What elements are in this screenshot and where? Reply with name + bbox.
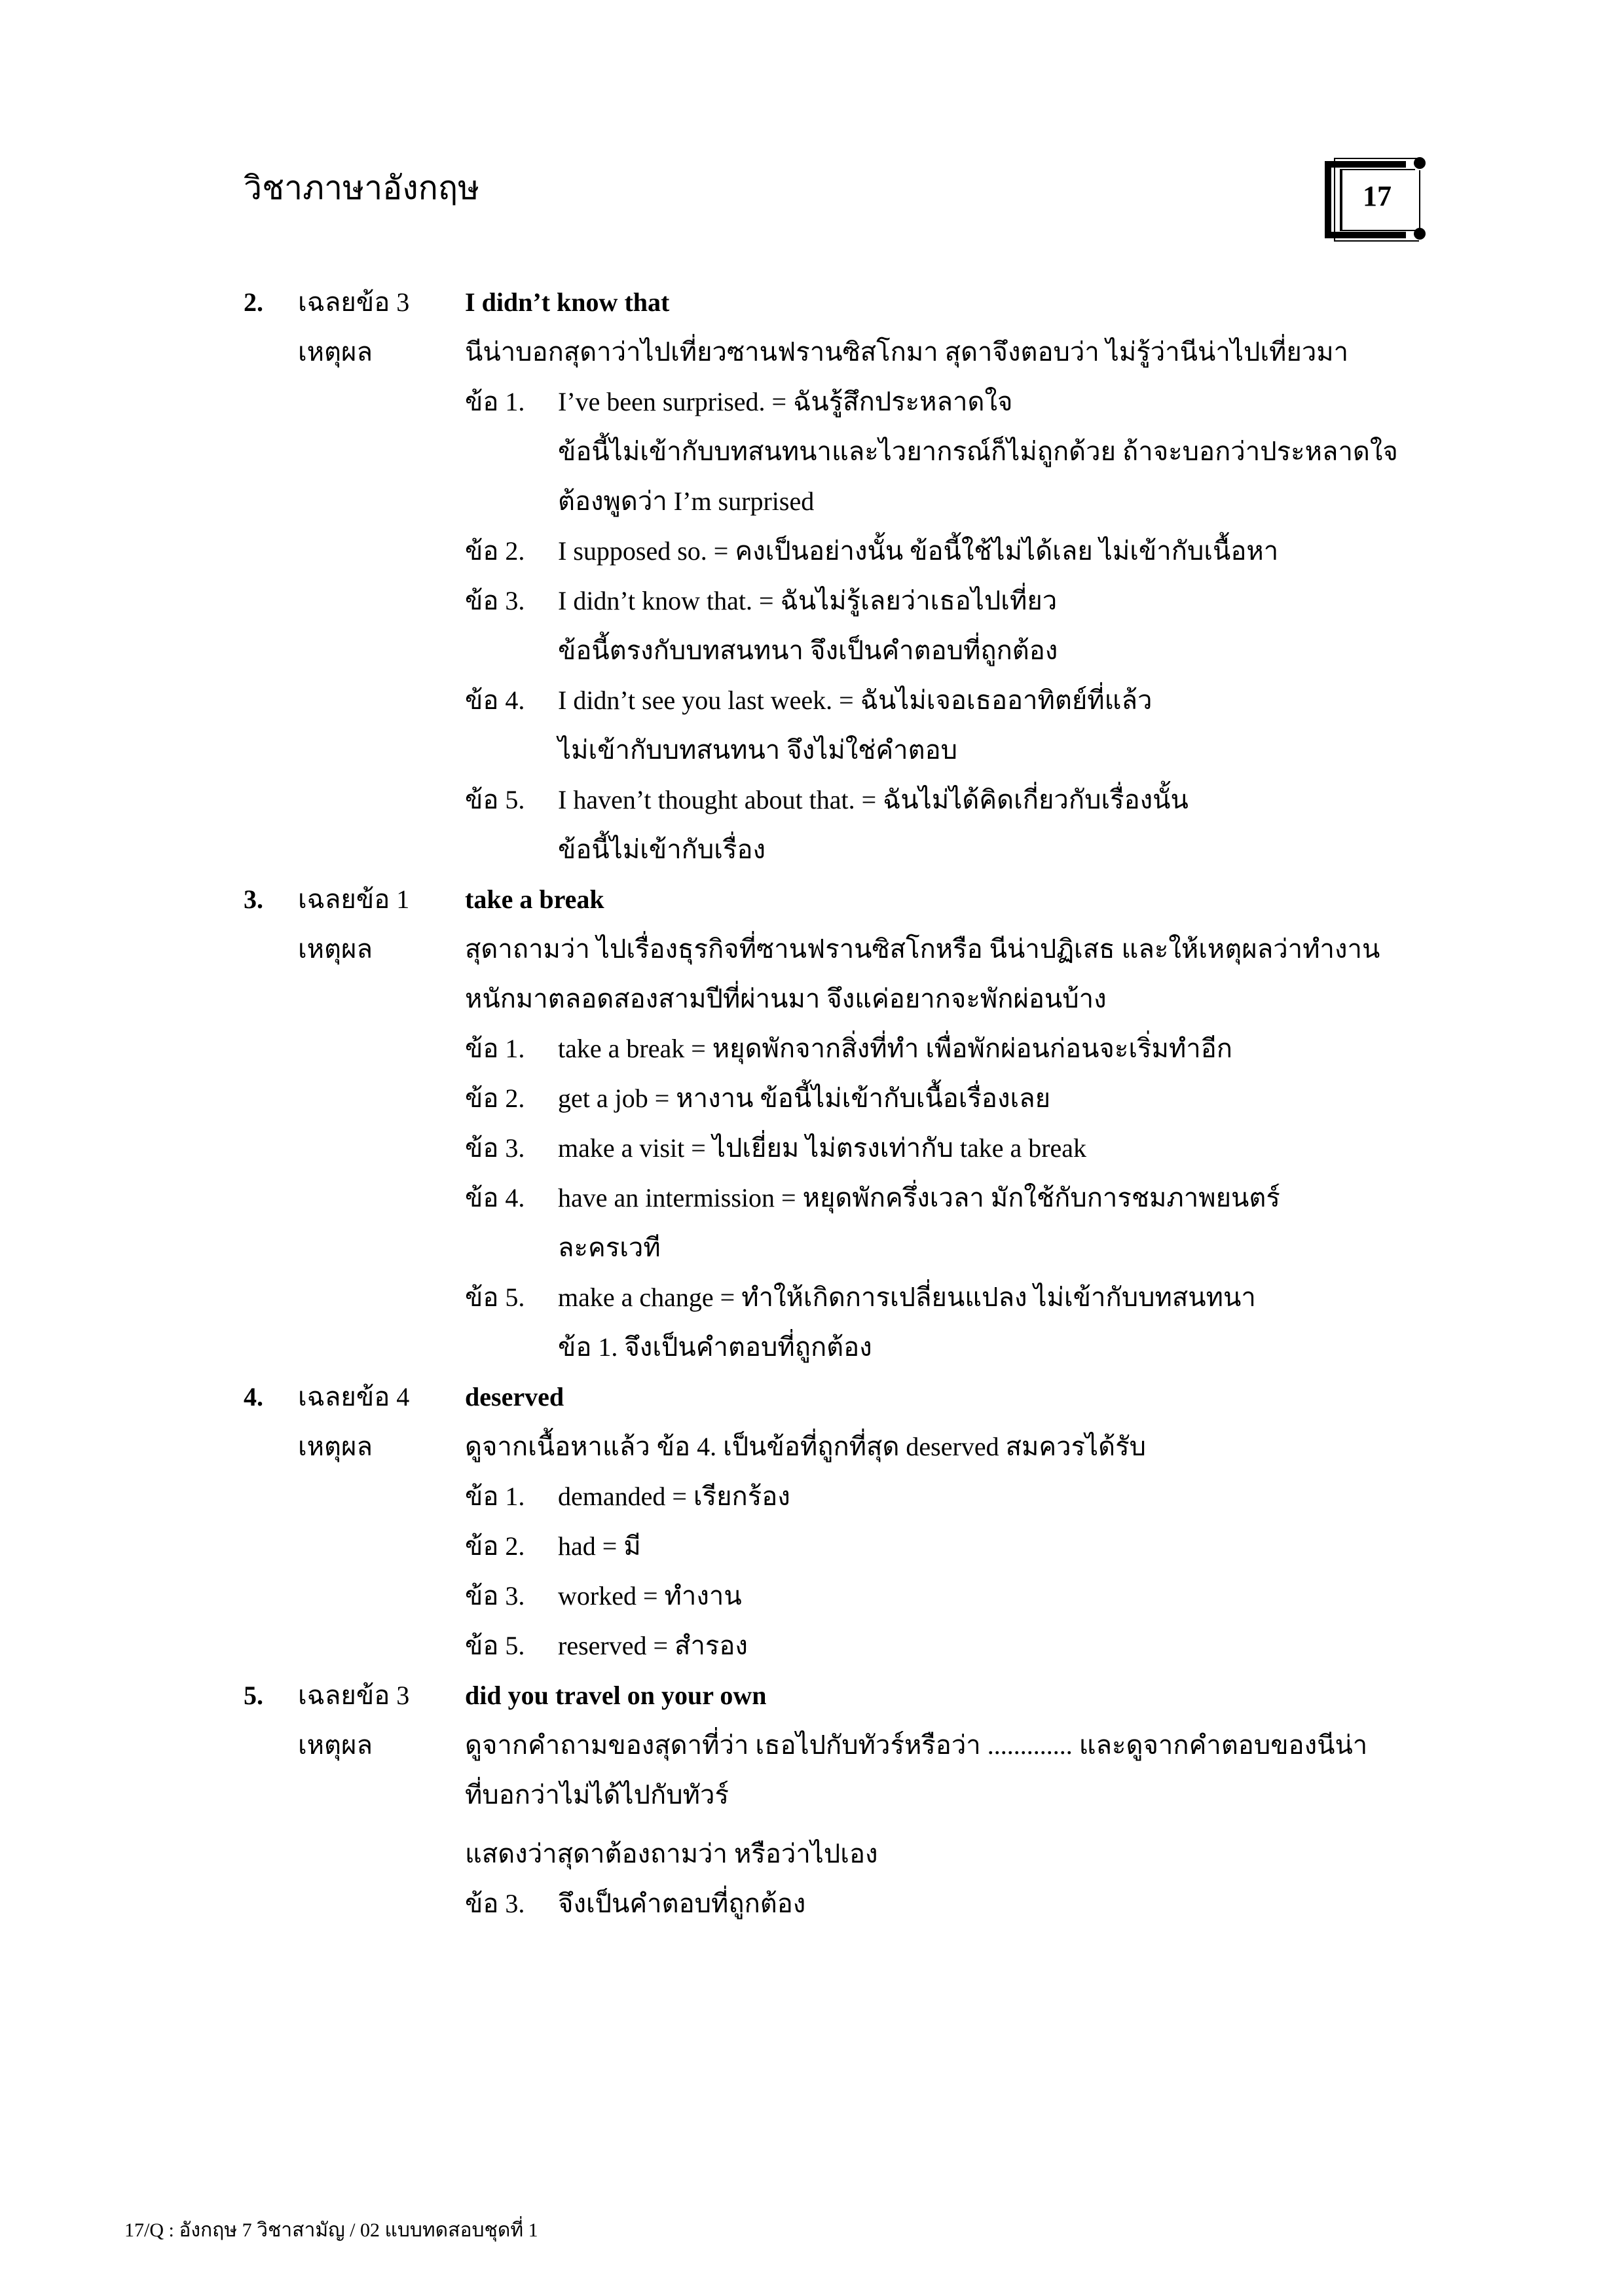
choice-text: had = มี xyxy=(558,1531,641,1561)
reason-line: แสดงว่าสุดาต้องถามว่า หรือว่าไปเอง xyxy=(465,1839,878,1868)
answer-text: deserved xyxy=(465,1382,564,1412)
reason-line: ดูจากเนื้อหาแล้ว ข้อ 4. เป็นข้อที่ถูกที่สุด deserved สมควรได้รับ xyxy=(465,1432,1147,1461)
choice-extra-line: ข้อนี้ไม่เข้ากับเรื่อง xyxy=(558,835,766,864)
page-number-box xyxy=(1325,156,1430,241)
answer-text: I didn’t know that xyxy=(465,287,670,317)
choice-line xyxy=(465,1633,748,1659)
choice-number: ข้อ 2. xyxy=(465,1084,525,1113)
choice-text: จึงเป็นคำตอบที่ถูกต้อง xyxy=(558,1889,806,1918)
reason-line: ดูจากคำถามของสุดาที่ว่า เธอไปกับทัวร์หรือว่า ............. และดูจากคำตอบของนีน่า xyxy=(465,1730,1368,1760)
choice-number: ข้อ 3. xyxy=(465,1581,525,1611)
reason-label: เหตุผล xyxy=(298,1432,373,1461)
choice-extra-line: ละครเวที xyxy=(558,1233,661,1262)
choice-number: ข้อ 5. xyxy=(465,1283,525,1312)
page-number-dot-icon xyxy=(1414,157,1426,169)
choice-number: ข้อ 1. xyxy=(465,1034,525,1063)
choice-line xyxy=(465,1185,1280,1211)
choice-line xyxy=(465,1891,805,1917)
reason-line: หนักมาตลอดสองสามปีที่ผ่านมา จึงแค่อยากจะพักผ่อนบ้าง xyxy=(465,984,1107,1013)
answer-label: เฉลยข้อ 3 xyxy=(298,1681,410,1710)
choice-extra-line: ต้องพูดว่า I’m surprised xyxy=(558,486,815,516)
choice-extra-line: ข้อนี้ตรงกับบทสนทนา จึงเป็นคำตอบที่ถูกต้อง xyxy=(558,636,1058,665)
choice-number: ข้อ 5. xyxy=(465,785,525,814)
choice-line xyxy=(465,1036,1232,1062)
choice-text: I didn’t know that. = ฉันไม่รู้เลยว่าเธอไปเที่ยว xyxy=(558,586,1058,615)
choice-text: I’ve been surprised. = ฉันรู้สึกประหลาดใจ xyxy=(558,387,1013,416)
reason-line: นีน่าบอกสุดาว่าไปเที่ยวซานฟรานซิสโกมา สุดาจึงตอบว่า ไม่รู้ว่านีน่าไปเที่ยวมา xyxy=(465,337,1349,367)
choice-text: get a job = หางาน ข้อนี้ไม่เข้ากับเนื้อเรื่องเลย xyxy=(558,1084,1051,1113)
choice-number: ข้อ 3. xyxy=(465,1133,525,1163)
choice-line xyxy=(465,1285,1256,1311)
choice-line xyxy=(465,1484,790,1510)
choice-extra-line: ข้อ 1. จึงเป็นคำตอบที่ถูกต้อง xyxy=(558,1332,872,1362)
choice-line xyxy=(465,1533,641,1559)
page-number-dot-icon xyxy=(1414,228,1426,240)
choice-text: make a change = ทำให้เกิดการเปลี่ยนแปลง ไม่เข้ากับบทสนทนา xyxy=(558,1283,1256,1312)
choice-text: demanded = เรียกร้อง xyxy=(558,1482,790,1511)
choice-number: ข้อ 3. xyxy=(465,1889,525,1918)
choice-line xyxy=(465,389,1012,415)
reason-line: สุดาถามว่า ไปเรื่องธุรกิจที่ซานฟรานซิสโกหรือ นีน่าปฏิเสธ และให้เหตุผลว่าทำงาน xyxy=(465,934,1380,964)
choice-line xyxy=(465,1583,742,1609)
choice-text: I haven’t thought about that. = ฉันไม่ได้คิดเกี่ยวกับเรื่องนั้น xyxy=(558,785,1189,814)
choice-line xyxy=(465,538,1278,564)
reason-label: เหตุผล xyxy=(298,934,373,964)
choice-number: ข้อ 2. xyxy=(465,536,525,566)
choice-number: ข้อ 4. xyxy=(465,1183,525,1212)
reason-line: ที่บอกว่าไม่ได้ไปกับทัวร์ xyxy=(465,1780,729,1810)
section-number: 2. xyxy=(244,287,263,317)
choice-number: ข้อ 5. xyxy=(465,1631,525,1660)
answer-label: เฉลยข้อ 3 xyxy=(298,287,410,317)
choice-text: I supposed so. = คงเป็นอย่างนั้น ข้อนี้ใช้ไม่ได้เลย ไม่เข้ากับเนื้อหา xyxy=(558,536,1279,566)
choice-line xyxy=(465,1135,1086,1161)
choice-extra-line: ไม่เข้ากับบทสนทนา จึงไม่ใช่คำตอบ xyxy=(558,735,957,765)
section-number: 5. xyxy=(244,1681,263,1710)
choice-line xyxy=(465,787,1189,813)
choice-line xyxy=(465,687,1152,714)
choice-line xyxy=(465,1085,1050,1112)
page-footer: 17/Q : อังกฤษ 7 วิชาสามัญ / 02 แบบทดสอบชุดที่ 1 xyxy=(124,2219,538,2241)
choice-text: take a break = หยุดพักจากสิ่งที่ทำ เพื่อพักผ่อนก่อนจะเริ่มทำอีก xyxy=(558,1034,1232,1063)
section-number: 3. xyxy=(244,884,263,914)
section-number: 4. xyxy=(244,1382,263,1412)
answer-label: เฉลยข้อ 4 xyxy=(298,1382,410,1412)
choice-text: worked = ทำงาน xyxy=(558,1581,742,1611)
choice-number: ข้อ 3. xyxy=(465,586,525,615)
choice-number: ข้อ 2. xyxy=(465,1531,525,1561)
reason-label: เหตุผล xyxy=(298,337,373,367)
choice-text: make a visit = ไปเยี่ยม ไม่ตรงเท่ากับ take a break xyxy=(558,1133,1087,1163)
page-number: 17 xyxy=(1363,180,1392,212)
choice-text: have an intermission = หยุดพักครึ่งเวลา มักใช้กับการชมภาพยนตร์ xyxy=(558,1183,1280,1212)
reason-label: เหตุผล xyxy=(298,1730,373,1760)
answer-text: did you travel on your own xyxy=(465,1681,767,1710)
page-number-frame-right-line xyxy=(1419,170,1420,230)
answer-label: เฉลยข้อ 1 xyxy=(298,884,410,914)
page-header-title: วิชาภาษาอังกฤษ xyxy=(244,170,480,206)
choice-number: ข้อ 4. xyxy=(465,685,525,715)
choice-extra-line: ข้อนี้ไม่เข้ากับบทสนทนาและไวยากรณ์ก็ไม่ถูกด้วย ถ้าจะบอกว่าประหลาดใจ xyxy=(558,437,1398,466)
choice-number: ข้อ 1. xyxy=(465,1482,525,1511)
choice-line xyxy=(465,588,1057,614)
choice-number: ข้อ 1. xyxy=(465,387,525,416)
choice-text: reserved = สำรอง xyxy=(558,1631,748,1660)
choice-text: I didn’t see you last week. = ฉันไม่เจอเธออาทิตย์ที่แล้ว xyxy=(558,685,1153,715)
answer-text: take a break xyxy=(465,884,604,914)
